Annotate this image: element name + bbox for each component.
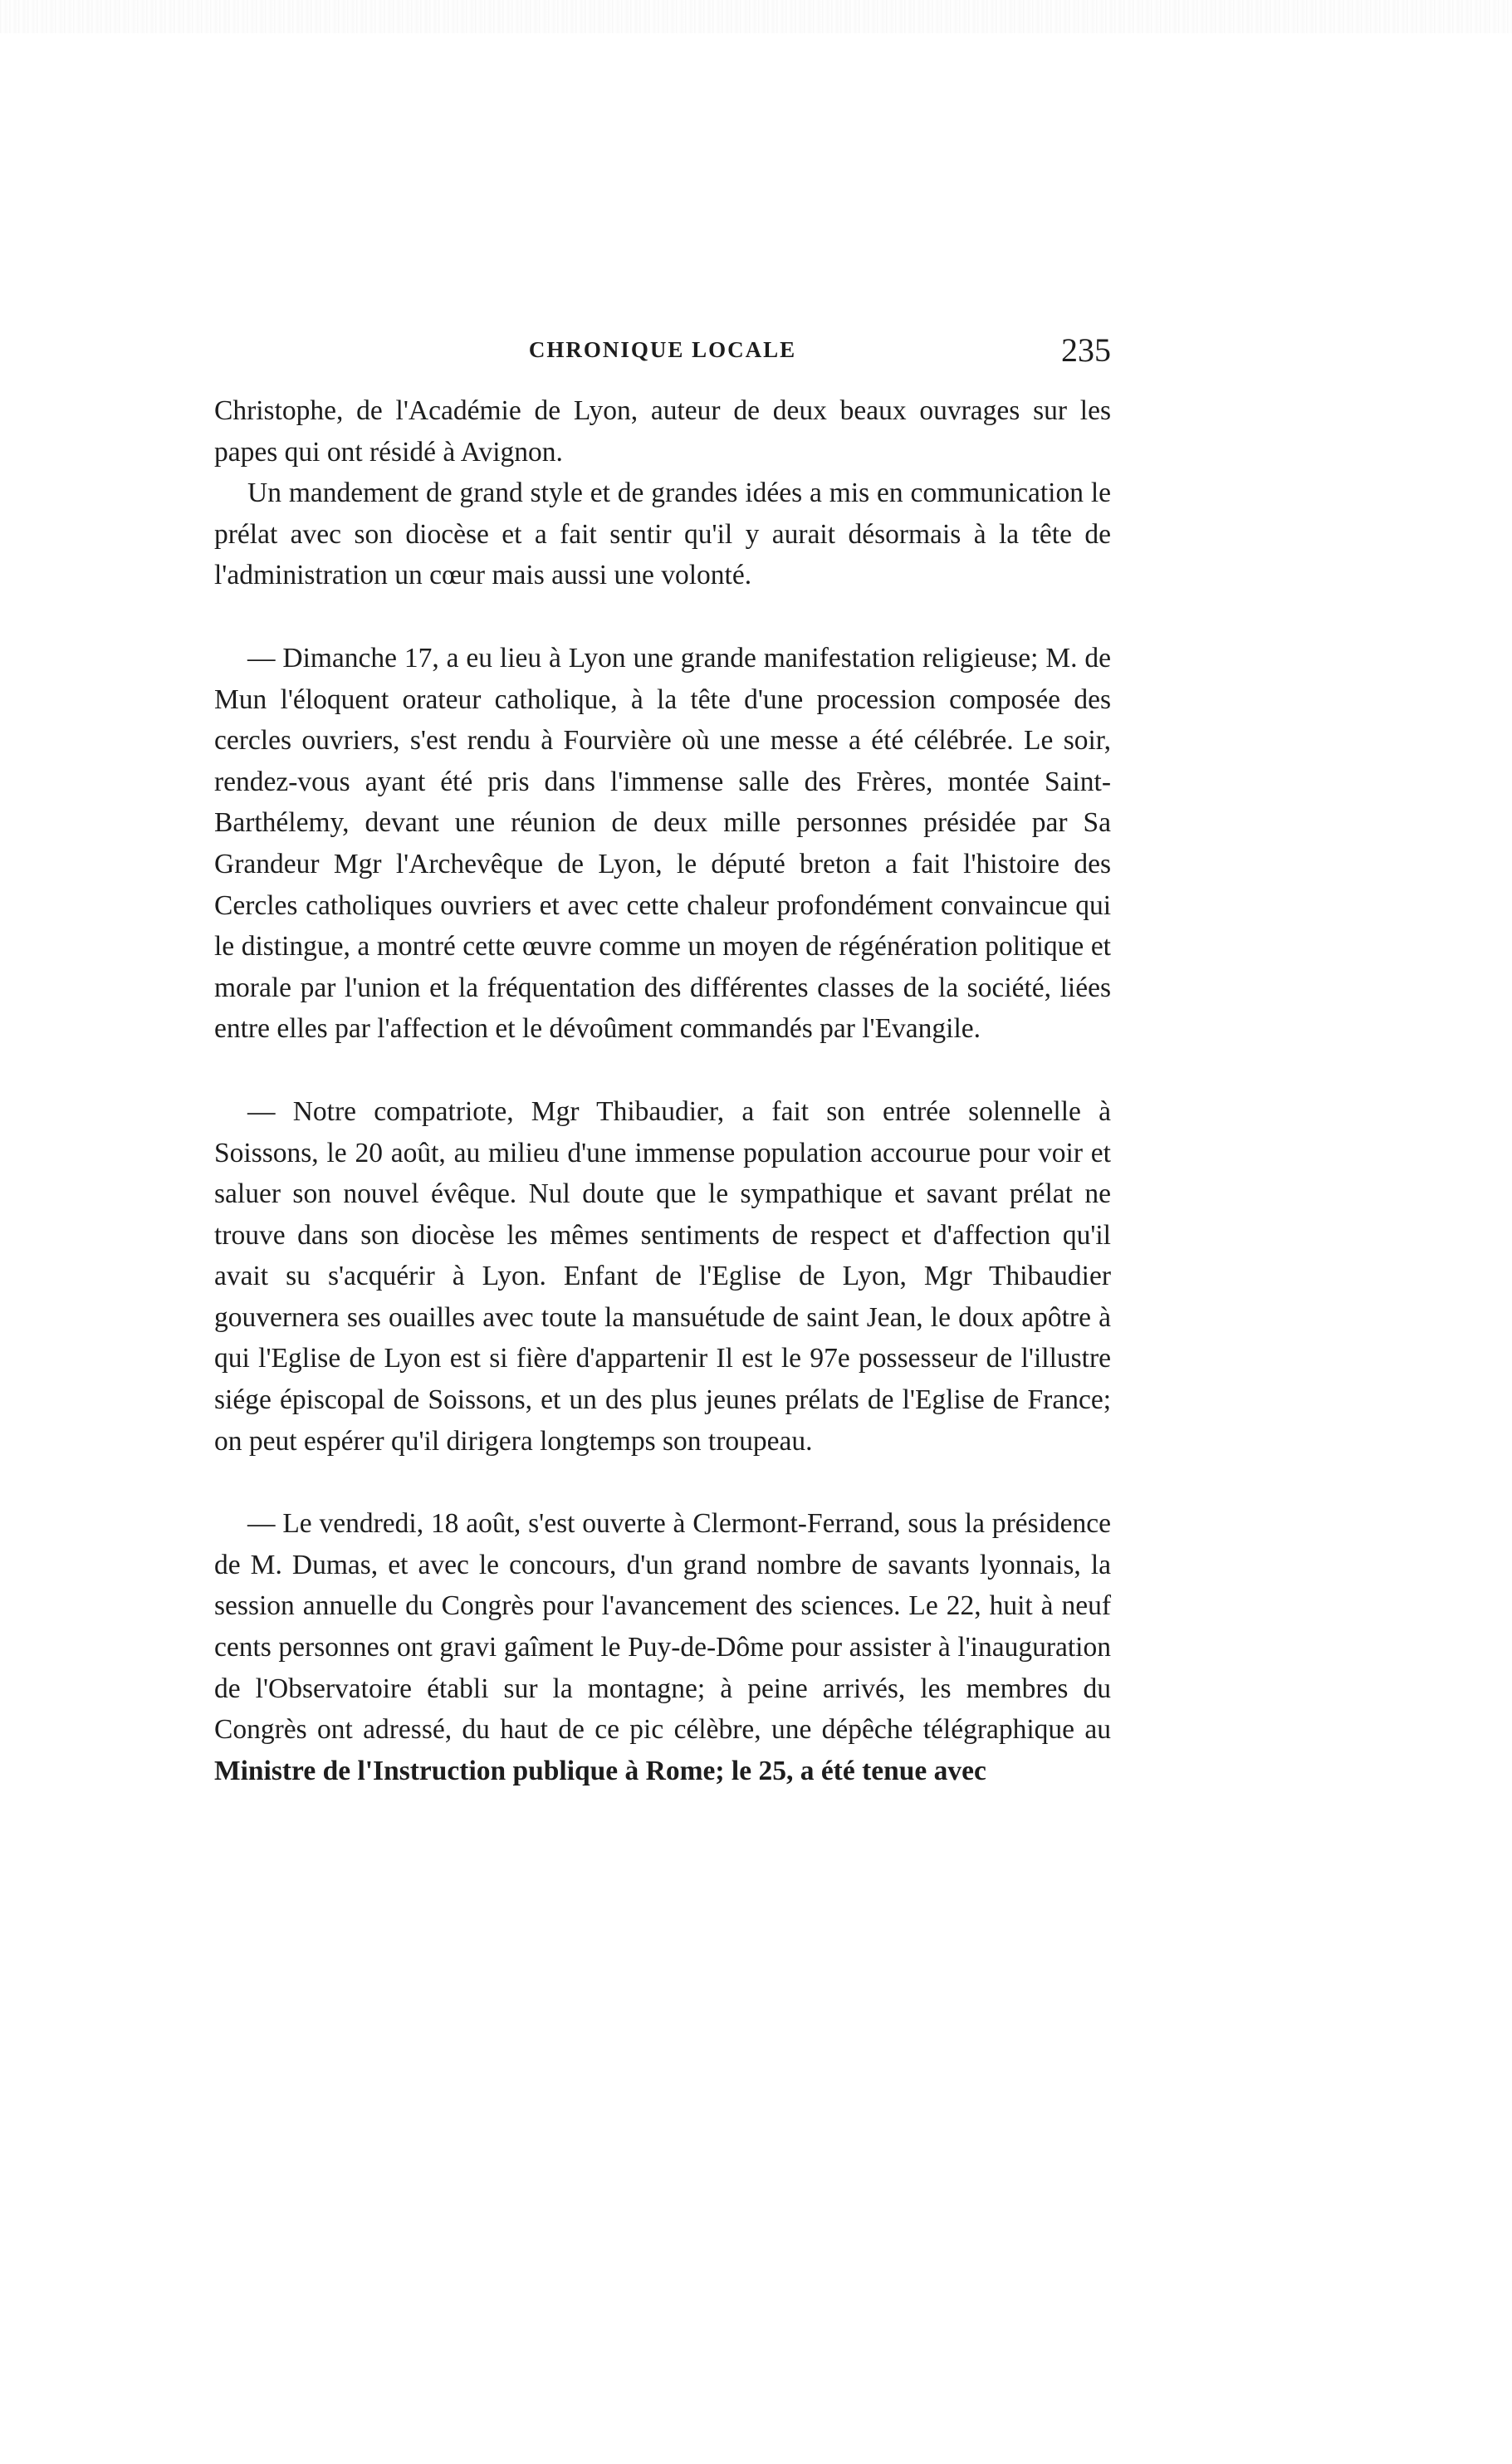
- paragraph-manifestation: — Dimanche 17, a eu lieu à Lyon une grande manifestation religieuse; M. de Mun l'éloquent orateur catholique, à la tête d'une procession composée des cercles ouvriers, s'est rendu à Fourvière où une messe a été célébrée. Le soir, rendez-vous ayant été pris dans l'immense salle des Frères, montée Saint-Barthélemy, devant une réunion de deux mille personnes présidée par Sa Grandeur Mgr l'Archevêque de Lyon, le député breton a fait l'histoire des Cercles catholiques ouvriers et avec cette chaleur profondément convaincue qui le distingue, a montré cette œuvre comme un moyen de régénération politique et morale par l'union et la fréquentation des différentes classes de la société, liées entre elles par l'affection et le dévoûment commandés par l'Evangile.: [214, 642, 1111, 1045]
- paragraph-congres: [214, 1503, 1111, 1791]
- scan-edge-noise: [0, 0, 1512, 33]
- paragraph-continuation: Christophe, de l'Académie de Lyon, auteur de deux beaux ouvrages sur les papes qui ont résidé à Avignon.: [214, 395, 1111, 468]
- paragraph-thibaudier: — Notre compatriote, Mgr Thibaudier, a fait son entrée solennelle à Soissons, le 20 août, au milieu d'une immense population accourue pour voir et saluer son nouvel évêque. Nul doute que le sympathique et savant prélat ne trouve dans son diocèse les mêmes sentiments de respect et d'affection qu'il avait su s'acquérir à Lyon. Enfant de l'Eglise de Lyon, Mgr Thibaudier gouvernera ses ouailles avec toute la mansuétude de saint Jean, le doux apôtre à qui l'Eglise de Lyon est si fière d'appartenir Il est le 97e possesseur de l'illustre siége épiscopal de Soissons, et un des plus jeunes prélats de l'Eglise de France; on peut espérer qu'il dirigera longtemps son troupeau.: [214, 1095, 1111, 1457]
- paragraph-congres-bold-line: Ministre de l'Instruction publique à Rome; le 25, a été tenue avec: [214, 1755, 986, 1786]
- running-title: CHRONIQUE LOCALE: [528, 337, 797, 362]
- paragraph-mandement: Un mandement de grand style et de grandes idées a mis en communication le prélat avec son diocèse et a fait sentir qu'il y aurait désormais à la tête de l'administration un cœur mais aussi une volonté.: [214, 478, 1111, 591]
- page-number: 235: [1061, 331, 1111, 369]
- paragraph-congres-text: — Le vendredi, 18 août, s'est ouverte à Clermont-Ferrand, sous la présidence de M. Dumas, et avec le concours, d'un grand nombre de savants lyonnais, la session annuelle du Congrès pour l'avancement des sciences. Le 22, huit à neuf cents personnes ont gravi gaîment le Puy-de-Dôme pour assister à l'inauguration de l'Observatoire établi sur la montagne; à peine arrivés, les membres du Congrès ont adressé, du haut de ce pic célèbre, une dépêche télégraphique au: [214, 1508, 1111, 1746]
- book-page: [214, 329, 1111, 1791]
- running-head: [214, 329, 1111, 379]
